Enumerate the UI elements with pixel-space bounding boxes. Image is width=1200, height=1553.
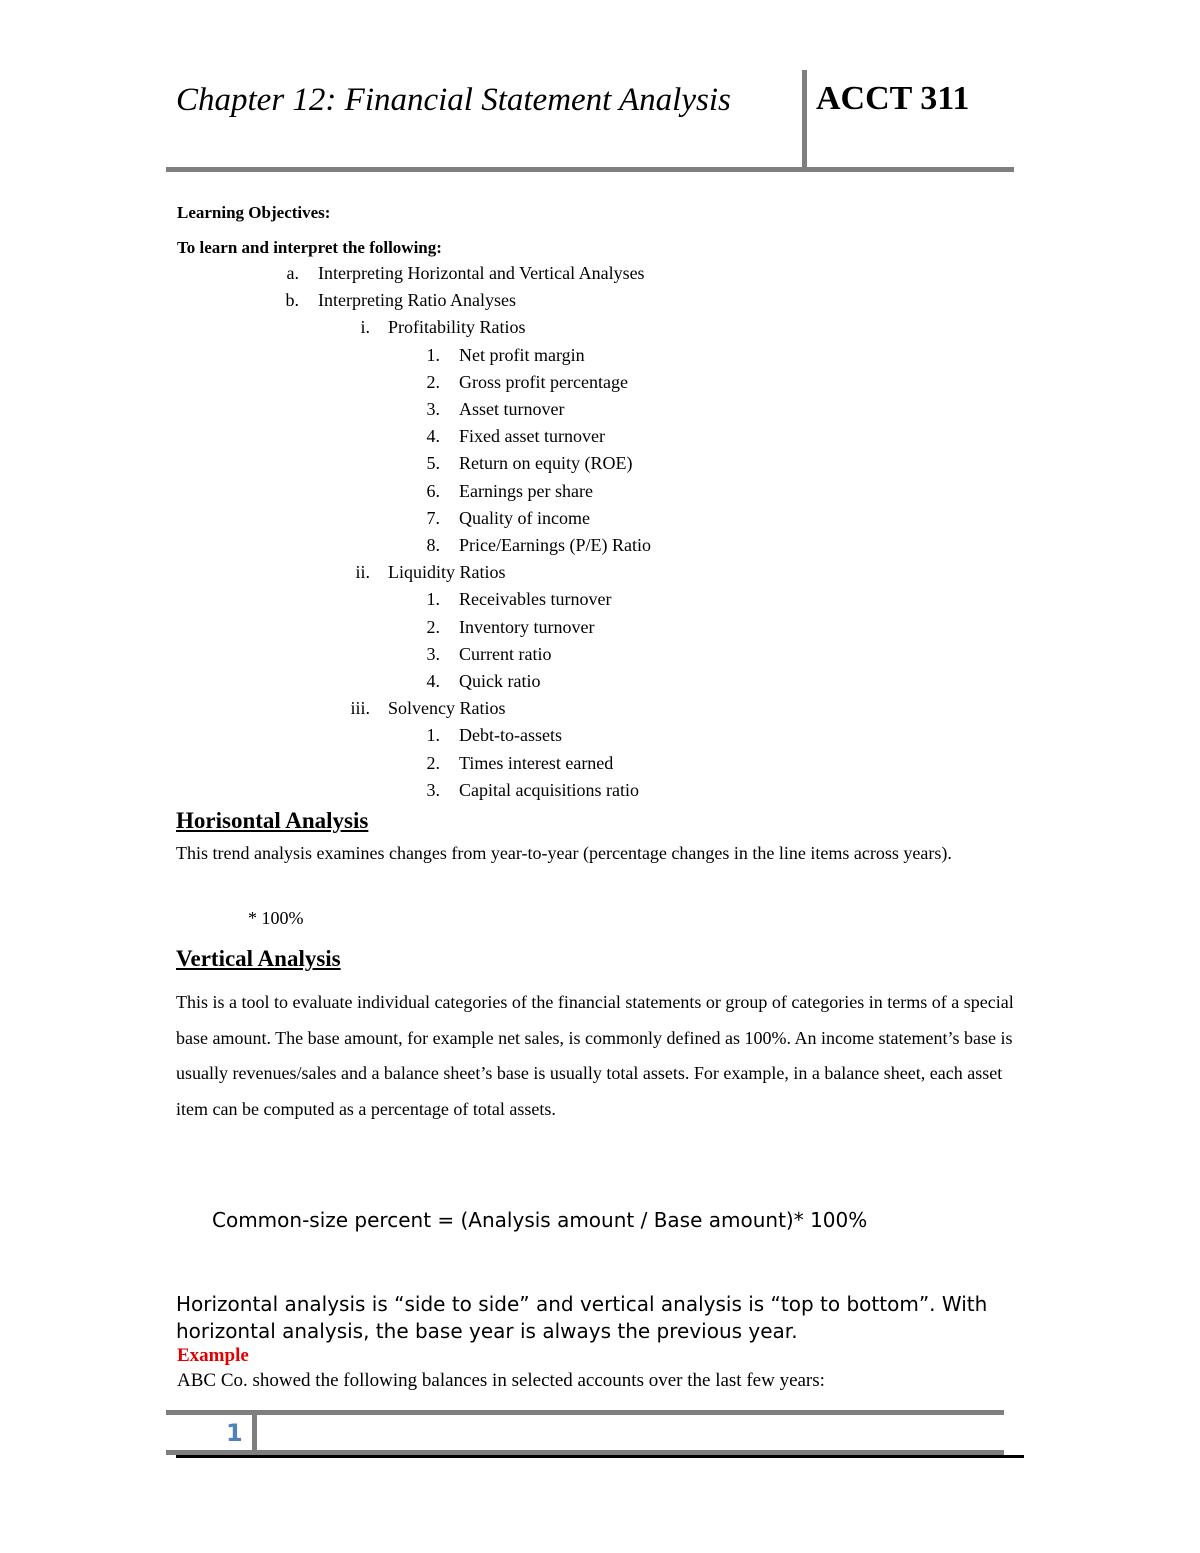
ratio-item: Times interest earned: [459, 752, 614, 773]
ratio-item: Current ratio: [459, 643, 552, 664]
example-text: ABC Co. showed the following balances in selected accounts over the last few years:: [177, 1370, 825, 1391]
horizontal-heading: Horisontal Analysis: [176, 808, 369, 833]
ratio-item: Return on equity (ROE): [459, 453, 633, 474]
ratio-item-marker: 2.: [426, 752, 440, 773]
common-size-formula: Common-size percent = (Analysis amount / Base amount)* 100%: [212, 1208, 868, 1232]
ratio-item-marker: 3.: [426, 779, 440, 800]
ratio-group-label-marker: i.: [360, 317, 370, 338]
ratio-item-marker: 3.: [426, 399, 440, 419]
vertical-text: This is a tool to evaluate individual categories of the financial statements or group of categories in terms of a special base amount. The base amount, for example net sales, is commonly defined as 100%. An income statement’s base is usually revenues/sales and a balance sheet’s base is usually total assets. For example, in a balance sheet, each asset item can be computed as a percentage of total assets.: [176, 992, 1014, 1119]
ratio-item-marker: 3.: [426, 643, 440, 664]
page-number: 1: [226, 1419, 243, 1447]
header-divider-horizontal: [166, 167, 1014, 172]
ratio-group-label: Liquidity Ratios: [388, 562, 506, 583]
ratio-item-marker: 2.: [426, 371, 440, 392]
ratio-item: Net profit margin: [459, 344, 585, 365]
objective-item: Interpreting Horizontal and Vertical Analyses: [318, 263, 645, 283]
ratio-group-label-marker: iii.: [350, 698, 370, 719]
chapter-title: Chapter 12: Financial Statement Analysis: [176, 82, 731, 118]
objective-item-marker: b.: [285, 290, 299, 311]
ratio-item: Fixed asset turnover: [459, 426, 605, 447]
ratio-item: Capital acquisitions ratio: [459, 779, 639, 800]
objectives-heading: Learning Objectives:: [177, 203, 331, 222]
ratio-item-marker: 1.: [426, 344, 440, 365]
objective-item: Interpreting Ratio Analyses: [318, 290, 516, 311]
ratio-item: Earnings per share: [459, 480, 593, 501]
ratio-item: Inventory turnover: [459, 616, 595, 637]
ratio-item-marker: 5.: [426, 453, 440, 474]
ratio-item: Quality of income: [459, 507, 590, 528]
ratio-item: Quick ratio: [459, 671, 541, 691]
ratio-item: Asset turnover: [459, 399, 565, 419]
ratio-item: Gross profit percentage: [459, 371, 628, 392]
ratio-item-marker: 2.: [426, 616, 440, 637]
ratio-group-label: Profitability Ratios: [388, 317, 526, 338]
ratio-item-marker: 8.: [426, 535, 440, 555]
ratio-item: Debt-to-assets: [459, 725, 562, 746]
ratio-item: Receivables turnover: [459, 589, 612, 610]
ratio-item-marker: 7.: [426, 507, 440, 528]
objectives-intro: To learn and interpret the following:: [177, 238, 442, 257]
vertical-heading: Vertical Analysis: [176, 946, 341, 971]
header-divider-vertical: [802, 70, 807, 170]
course-code: ACCT 311: [816, 80, 970, 117]
ratio-item-marker: 1.: [426, 589, 440, 610]
ratio-item-marker: 6.: [426, 480, 440, 501]
footer-rule: [176, 1455, 1024, 1458]
horizontal-text: This trend analysis examines changes from year-to-year (percentage changes in the line items across years).: [176, 843, 952, 863]
comparison-text: Horizontal analysis is “side to side” and vertical analysis is “top to bottom”. With horizontal analysis, the base year is always the previous year.: [176, 1292, 988, 1343]
footer-divider-vertical: [252, 1413, 257, 1453]
ratio-item-marker: 4.: [426, 671, 440, 691]
ratio-item-marker: 1.: [426, 725, 440, 746]
ratio-item-marker: 4.: [426, 426, 440, 447]
ratio-group-label-marker: ii.: [355, 562, 370, 583]
ratio-group-label: Solvency Ratios: [388, 698, 506, 719]
horizontal-formula: * 100%: [248, 908, 304, 928]
ratio-item: Price/Earnings (P/E) Ratio: [459, 535, 651, 555]
footer-divider-top: [166, 1410, 1004, 1415]
objective-item-marker: a.: [286, 263, 299, 283]
example-label: Example: [177, 1345, 249, 1366]
